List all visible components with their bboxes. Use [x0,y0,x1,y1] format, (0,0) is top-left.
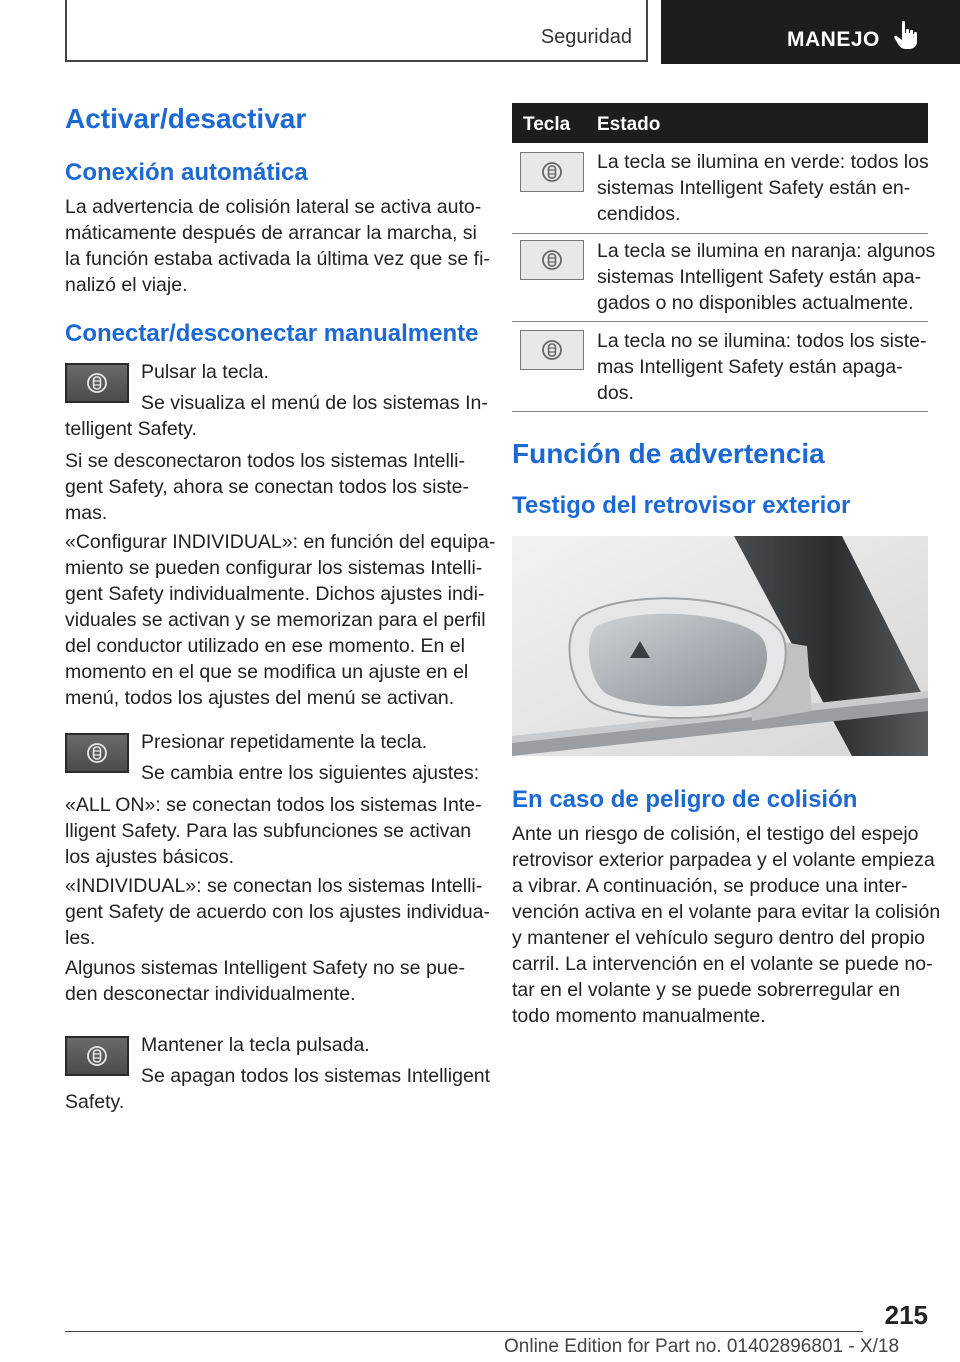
step3-text: Mantener la tecla pulsada. [141,1034,370,1056]
header-section-tab [65,0,648,62]
warning-function-heading: Función de advertencia [512,438,825,469]
state-table-header [512,103,928,143]
step3-text-3: Safety. [65,1091,125,1113]
footer-edition: Online Edition for Part no. 01402896801 - X/18 [504,1336,900,1357]
key-green-icon [520,152,584,192]
page-number: 215 [884,1300,928,1330]
intelligent-safety-key-icon [65,363,129,403]
step3-text-2: Se apagan todos los sistemas Intelligent [141,1065,491,1087]
intelligent-safety-key-icon [65,733,129,773]
key-orange-icon [520,240,584,280]
step1-text: Pulsar la tecla. [141,361,269,383]
paragraph-not-switchable: Algunos sistemas Intelligent Safety no se pue- den desconectar individualmente. [65,957,465,1005]
paragraph-configure-individual: «Configurar INDIVIDUAL»: en función del equipa- miento se pueden configurar los sistemas Intelli- gent Safety individualmente. Dichos ajustes indi- viduales se activan y se memorizan para el perfil del conductor utilizado en ese momento. En el momento en el que se modifica un ajuste en el menú, todos los ajustes del menú se activan. [65,531,496,709]
paragraph-individual: «INDIVIDUAL»: se conectan los sistemas Intelli- gent Safety de acuerdo con los ajustes individua- les. [65,875,490,949]
mirror-indicator-heading: Testigo del retrovisor exterior [512,492,851,519]
table-divider [512,233,928,234]
header-chapter-label: MANEJO [787,28,880,51]
step1-text-3: telligent Safety. [65,418,197,440]
paragraph-reconnect: Si se desconectaron todos los sistemas Intelli- gent Safety, ahora se conectan todos los siste- mas. [65,450,469,524]
step2-text: Presionar repetidamente la tecla. [141,731,428,753]
col-header-state: Estado [597,114,661,135]
intelligent-safety-key-icon [65,1036,129,1076]
collision-danger-paragraph: Ante un riesgo de colisión, el testigo del espejo retrovisor exterior parpadea y el volante empieza a vibrar. A continuación, se produce una inter- vención activa en el volante para evitar la colisión y mantener el vehículo seguro dentro del propio carril. La intervención en el volante se puede no- tar en el volante y se puede sobrerregular en todo momento manualmente. [512,823,941,1027]
paragraph-all-on: «ALL ON»: se conectan todos los sistemas Inte- lligent Safety. Para las subfunciones se activan los ajustes básicos. [65,794,482,868]
manual-heading: Conectar/desconectar manualmente [65,320,479,347]
table-divider [512,411,928,412]
collision-danger-heading: En caso de peligro de colisión [512,786,858,813]
header-section-label: Seguridad [540,26,632,48]
side-mirror-illustration [512,536,928,756]
table-row-green-text: La tecla se ilumina en verde: todos los sistemas Intelligent Safety están en- cendidos. [597,151,929,225]
table-row-off-text: La tecla no se ilumina: todos los siste- mas Intelligent Safety están apaga- dos. [597,330,927,404]
hand-pointer-icon [893,20,919,55]
auto-heading: Conexión automática [65,159,308,186]
footer-divider [65,1331,863,1332]
key-off-icon [520,330,584,370]
step1-text-2: Se visualiza el menú de los sistemas In- [141,392,488,414]
step2-text-2: Se cambia entre los siguientes ajustes: [141,762,480,784]
table-row-orange-text: La tecla se ilumina en naranja: algunos sistemas Intelligent Safety están apa- gados o no disponibles actualmente. [597,240,936,314]
header-chapter-tab [661,0,960,64]
page-title: Activar/desactivar [65,103,307,134]
table-divider [512,321,928,322]
auto-paragraph: La advertencia de colisión lateral se activa auto- máticamente después de arrancar la marcha, si la función estaba activada la última vez que se fi- nalizó el viaje. [65,196,490,296]
col-header-key: Tecla [523,114,571,135]
